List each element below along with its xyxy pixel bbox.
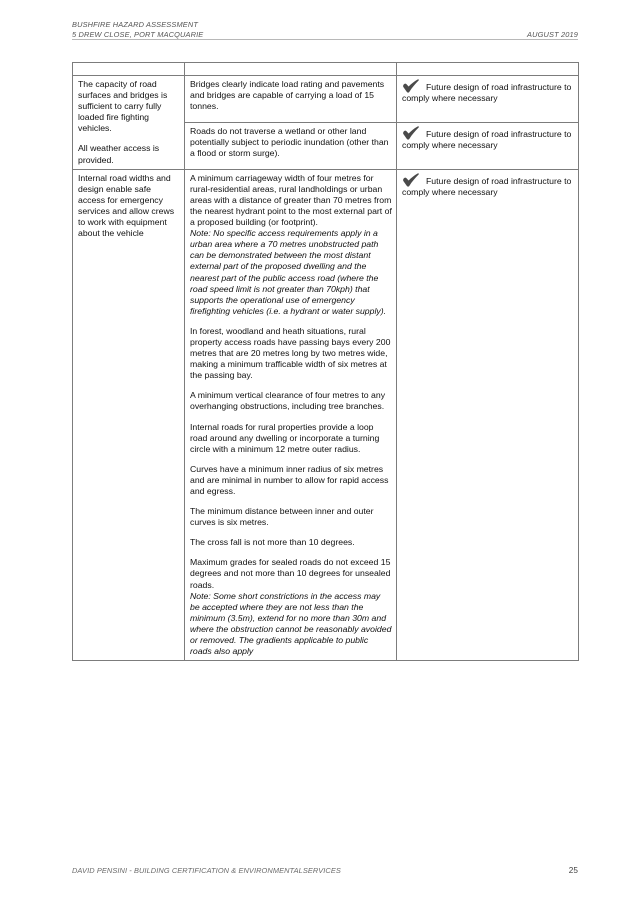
header-date: AUGUST 2019 — [527, 29, 578, 39]
table-header-cell-criteria — [73, 63, 185, 76]
comment-cell — [397, 169, 579, 661]
criteria-paragraph: The capacity of road surfaces and bridges is sufficient to carry fully loaded fire fighting vehicles. — [78, 79, 168, 134]
criteria-cell — [73, 169, 185, 661]
comment-text: Future design of road infrastructure to comply where necessary — [402, 82, 572, 104]
table-row — [73, 76, 579, 123]
measure-paragraph: The minimum distance between inner and outer curves is six metres. — [190, 506, 374, 528]
document-footer — [72, 866, 578, 875]
header-address: 5 DREW CLOSE, PORT MACQUARIE — [72, 29, 204, 39]
measure-paragraph: Maximum grades for sealed roads do not exceed 15 degrees and not more than 10 degrees for unsealed roads. — [190, 557, 391, 590]
criteria-paragraph: Internal road widths and design enable safe access for emergency services and allow crews to work with equipment about the vehicle — [78, 172, 175, 239]
check-tick-icon — [402, 79, 421, 93]
measure-paragraph: Internal roads for rural properties provide a loop road around any dwelling or incorporate a turning circle with a minimum 12 metre outer radius. — [190, 421, 380, 454]
table-header-cell-measures — [185, 63, 397, 76]
comment-cell — [397, 122, 579, 169]
measure-cell — [185, 122, 397, 169]
measure-paragraph: A minimum vertical clearance of four metres to any overhanging obstructions, including tree branches. — [190, 390, 386, 412]
table-header-row — [73, 63, 579, 76]
measure-paragraph: Bridges clearly indicate load rating and pavements and bridges are capable of carrying a load of 15 tonnes. — [190, 79, 385, 112]
measure-cell — [185, 76, 397, 123]
measure-paragraph: A minimum carriageway width of four metres for rural-residential areas, rural landholdings or urban areas with a distance of greater than 70 metres from the nearest hydrant point to the most external part of a proposed building (or footprint). — [190, 172, 392, 228]
comment-text: Future design of road infrastructure to comply where necessary — [402, 175, 572, 197]
assessment-table — [72, 62, 579, 661]
comment-cell — [397, 76, 579, 123]
comment-text: Future design of road infrastructure to comply where necessary — [402, 128, 572, 150]
measure-paragraph: Roads do not traverse a wetland or other land potentially subject to periodic inundation (other than a flood or storm surge). — [190, 125, 389, 159]
header-rule — [72, 39, 578, 40]
check-tick-icon — [402, 126, 421, 140]
criteria-paragraph: All weather access is provided. — [78, 143, 160, 165]
assessment-table-body — [73, 63, 579, 661]
measure-paragraph: In forest, woodland and heath situations, rural property access roads have passing bays every 200 metres that are 20 metres long by two metres wide, making a minimum trafficable width of six metres at the passing bay. — [190, 325, 391, 381]
header-subtitle-row — [72, 30, 578, 40]
header-title-line: BUSHFIRE HAZARD ASSESSMENT — [72, 20, 199, 29]
measure-paragraph: Curves have a minimum inner radius of six metres and are minimal in number to allow for rapid access and egress. — [190, 463, 389, 496]
table-header-cell-comments — [397, 63, 579, 76]
check-tick-icon — [402, 173, 421, 187]
table-row — [73, 169, 579, 661]
measure-note-paragraph: Note: Some short constrictions in the access may be accepted where they are not less than the minimum (3.5m), extend for no more than 30m and where the obstruction cannot be reasonably avoided or removed. The gradients applicable to public roads also apply — [190, 590, 392, 657]
footer-organisation: DAVID PENSINI - BUILDING CERTIFICATION & ENVIRONMENTALSERVICES — [72, 866, 341, 875]
measure-cell — [185, 169, 397, 661]
criteria-cell — [73, 76, 185, 170]
measure-paragraph: The cross fall is not more than 10 degrees. — [190, 537, 355, 548]
measure-note-paragraph: Note: No specific access requirements apply in a urban area where a 70 metres unobstructed path can be demonstrated between the most distant external part of the proposed dwelling and the nearest part of the public access road (where the road speed limit is not greater than 70kph) that supports the operational use of emergency firefighting vehicles (i.e. a hydrant or water supply). — [190, 228, 387, 316]
document-header — [72, 20, 578, 40]
footer-page-number: 25 — [568, 866, 578, 875]
